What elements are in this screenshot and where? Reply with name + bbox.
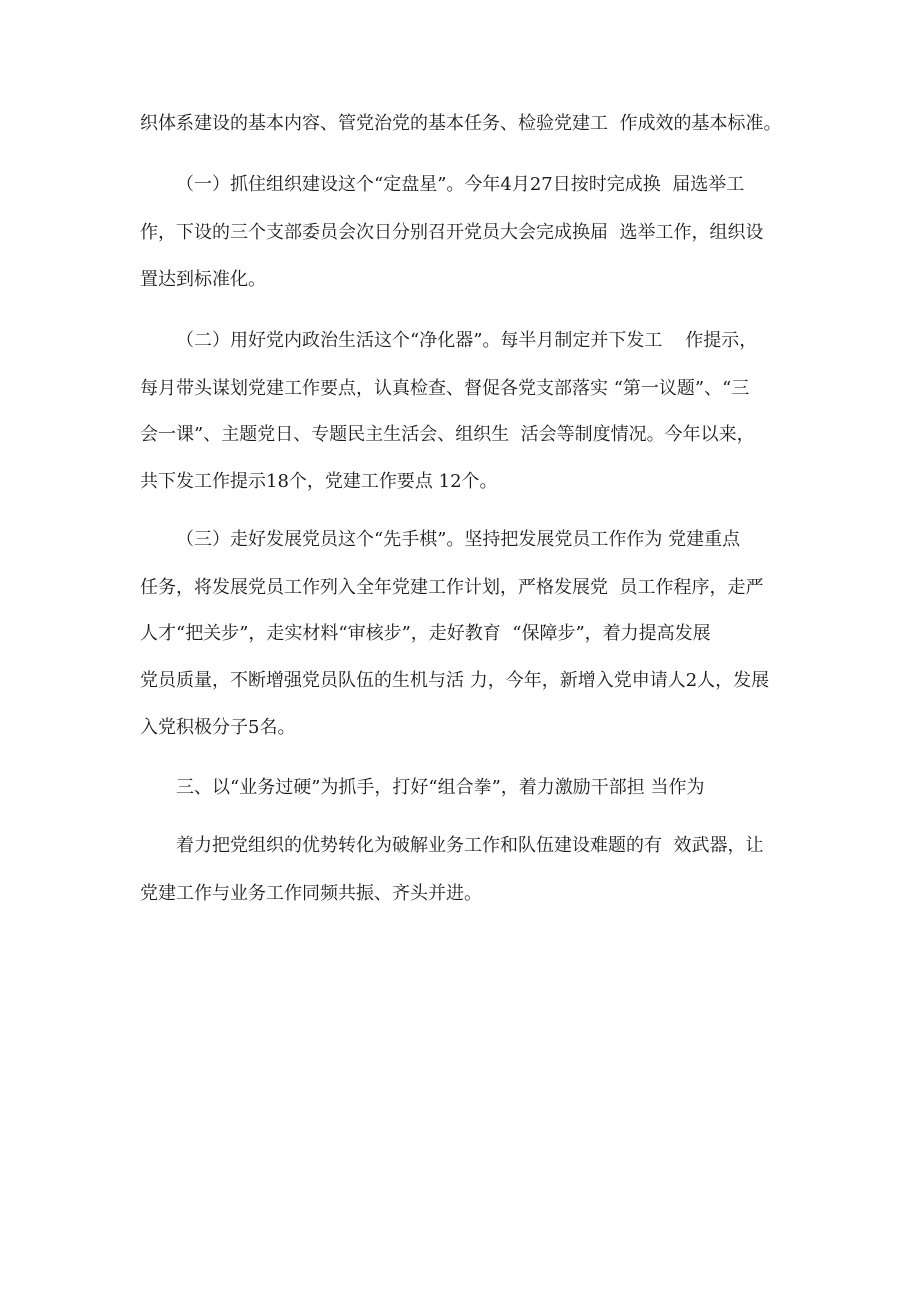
text-line: 织体系建设的基本内容、管党治党的基本任务、检验党建工 作成效的基本标准。 bbox=[140, 113, 782, 134]
text-line: 入党积极分子5名。 bbox=[140, 717, 296, 738]
text-line: 党员质量，不断增强党员队伍的生机与活 力，今年，新增入党申请人2人，发展 bbox=[140, 670, 770, 691]
text-line: 会一课”、主题党日、专题民主生活会、组织生 活会等制度情况。今年以来， bbox=[140, 424, 755, 445]
text-line: （二）用好党内政治生活这个“净化器”。每半月制定并下发工 作提示， bbox=[176, 330, 758, 351]
text-line: 人才“把关步”，走实材料“审核步”，走好教育 “保障步”，着力提高发展 bbox=[140, 623, 711, 644]
text-line: 党建工作与业务工作同频共振、齐头并进。 bbox=[140, 883, 482, 904]
text-line: 置达到标准化。 bbox=[140, 269, 266, 290]
text-line: 作，下设的三个支部委员会次日分别召开党员大会完成换届 选举工作，组织设 bbox=[140, 222, 764, 243]
text-line: （三）走好发展党员这个“先手棋”。坚持把发展党员工作作为 党建重点 bbox=[176, 529, 741, 550]
text-line: 任务，将发展党员工作列入全年党建工作计划，严格发展党 员工作程序，走严 bbox=[140, 577, 764, 598]
section-heading: 三、以“业务过硬”为抓手，打好“组合拳”，着力激励干部担 当作为 bbox=[176, 777, 705, 798]
text-line: 每月带头谋划党建工作要点，认真检查、督促各党支部落实 “第一议题”、“三 bbox=[140, 378, 750, 399]
text-line: （一）抓住组织建设这个“定盘星”。今年4月27日按时完成换 届选举工 bbox=[176, 174, 745, 195]
text-line: 共下发工作提示18个，党建工作要点 12个。 bbox=[140, 471, 498, 492]
text-line: 着力把党组织的优势转化为破解业务工作和队伍建设难题的有 效武器，让 bbox=[176, 835, 764, 856]
